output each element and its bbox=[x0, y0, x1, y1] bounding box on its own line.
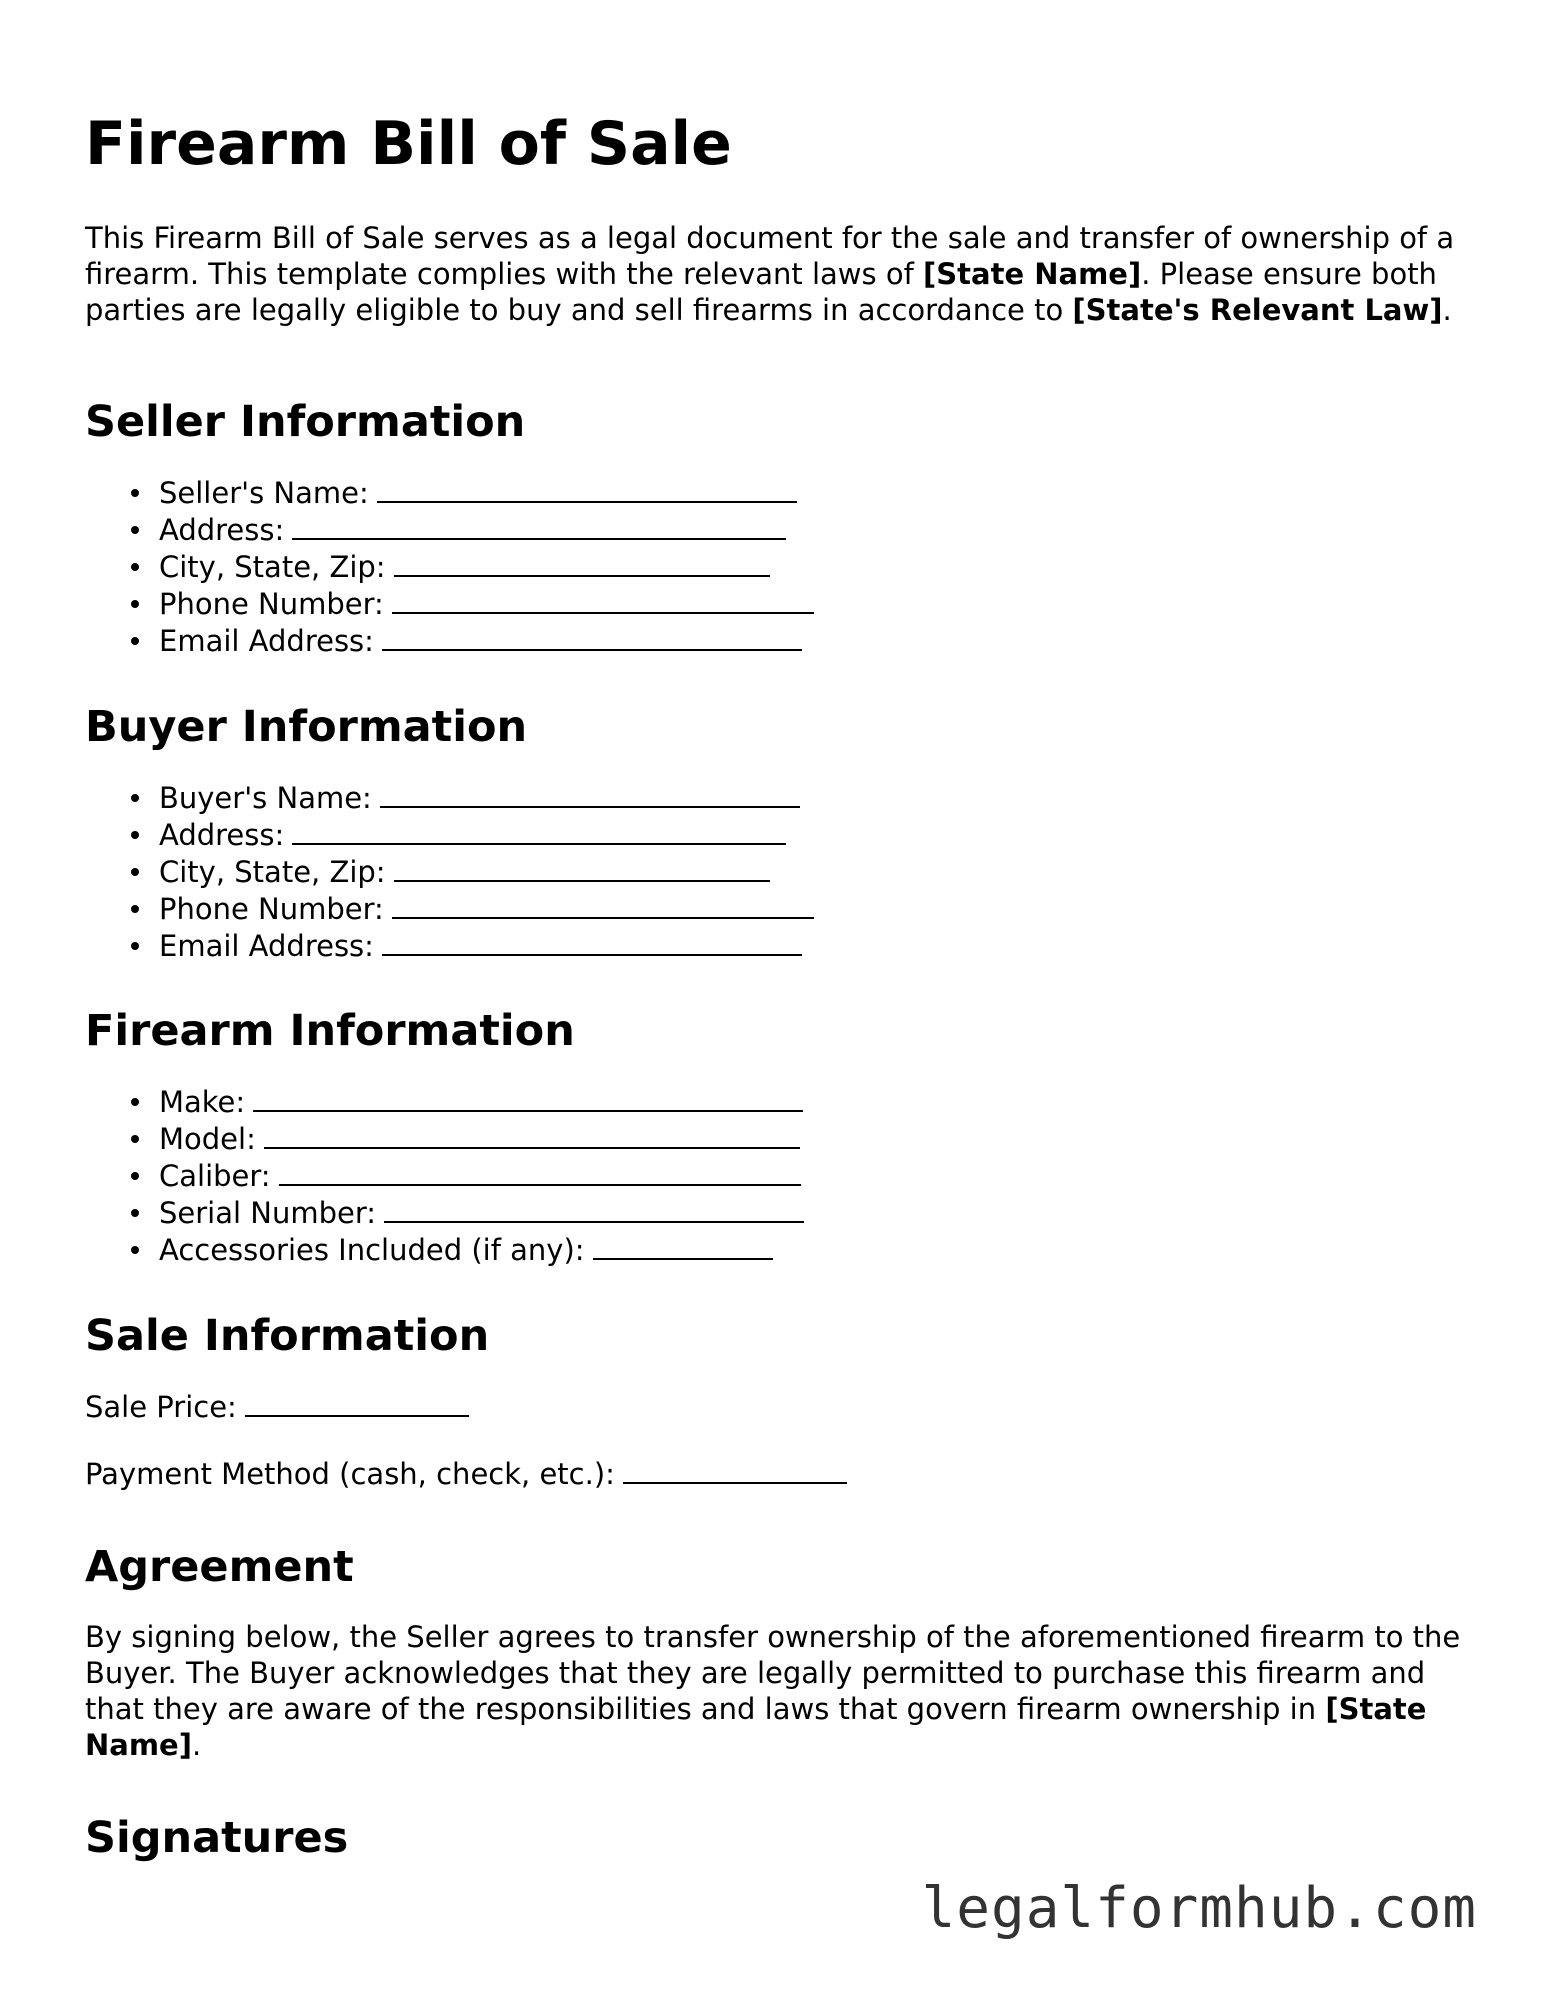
seller-city-blank[interactable] bbox=[394, 548, 770, 577]
firearm-make-field bbox=[159, 1083, 1465, 1120]
firearm-serial-field bbox=[159, 1194, 1465, 1231]
buyer-name-blank[interactable] bbox=[380, 779, 800, 808]
intro-state-name: [State Name] bbox=[923, 257, 1142, 291]
agreement-end: . bbox=[191, 1728, 202, 1762]
signatures-heading: Signatures bbox=[85, 1813, 349, 1863]
firearm-accessories-label: Accessories Included (if any): bbox=[159, 1233, 585, 1267]
buyer-address-label: Address: bbox=[159, 818, 285, 852]
seller-section bbox=[85, 396, 1465, 659]
buyer-city-field bbox=[159, 853, 1465, 890]
agreement-text: By signing below, the Seller agrees to transfer ownership of the aforementioned firearm to the Buyer. The Buyer acknowledges that they are legally permitted to purchase this firearm and that they are aware of the responsibilities and laws that govern firearm ownership in bbox=[85, 1620, 1461, 1726]
firearm-serial-label: Serial Number: bbox=[159, 1196, 377, 1230]
seller-city-field bbox=[159, 548, 1465, 585]
seller-city-label: City, State, Zip: bbox=[159, 550, 386, 584]
firearm-caliber-blank[interactable] bbox=[279, 1157, 801, 1186]
agreement-section bbox=[85, 1541, 1465, 1763]
firearm-model-blank[interactable] bbox=[264, 1120, 800, 1149]
seller-name-field bbox=[159, 474, 1465, 511]
payment-method-line bbox=[85, 1455, 1465, 1492]
buyer-address-blank[interactable] bbox=[292, 816, 786, 845]
seller-heading: Seller Information bbox=[85, 397, 526, 447]
signatures-section bbox=[85, 1812, 1465, 1864]
firearm-model-label: Model: bbox=[159, 1122, 256, 1156]
seller-email-blank[interactable] bbox=[382, 622, 802, 651]
watermark-text: legalformhub.com bbox=[921, 1876, 1477, 1941]
agreement-paragraph bbox=[85, 1619, 1465, 1763]
firearm-caliber-field bbox=[159, 1157, 1465, 1194]
seller-fields-list bbox=[85, 474, 1465, 659]
buyer-email-label: Email Address: bbox=[159, 929, 374, 963]
intro-text-3: . bbox=[1442, 293, 1452, 327]
document-title: Firearm Bill of Sale bbox=[85, 109, 732, 179]
firearm-heading: Firearm Information bbox=[85, 1006, 575, 1056]
intro-text-1: This Firearm Bill of Sale serves as a legal document for the sale and transfer of ownership of a firearm. This template complies with the relevant laws of bbox=[85, 221, 1455, 291]
buyer-phone-blank[interactable] bbox=[392, 890, 814, 919]
buyer-email-blank[interactable] bbox=[382, 927, 802, 956]
seller-name-label: Seller's Name: bbox=[159, 476, 369, 510]
firearm-accessories-field bbox=[159, 1231, 1465, 1268]
intro-state-law: [State's Relevant Law] bbox=[1072, 293, 1443, 327]
agreement-heading: Agreement bbox=[85, 1542, 354, 1592]
buyer-name-label: Buyer's Name: bbox=[159, 781, 372, 815]
seller-email-field bbox=[159, 622, 1465, 659]
firearm-fields-list bbox=[85, 1083, 1465, 1268]
intro-paragraph bbox=[85, 220, 1465, 328]
firearm-make-label: Make: bbox=[159, 1085, 246, 1119]
buyer-city-label: City, State, Zip: bbox=[159, 855, 386, 889]
firearm-make-blank[interactable] bbox=[253, 1083, 803, 1112]
firearm-section bbox=[85, 1005, 1465, 1268]
sale-price-line bbox=[85, 1388, 1465, 1425]
buyer-phone-field bbox=[159, 890, 1465, 927]
sale-price-label: Sale Price: bbox=[85, 1390, 237, 1424]
seller-address-field bbox=[159, 511, 1465, 548]
sale-section bbox=[85, 1310, 1465, 1492]
seller-name-blank[interactable] bbox=[377, 474, 797, 503]
buyer-city-blank[interactable] bbox=[394, 853, 770, 882]
seller-address-label: Address: bbox=[159, 513, 285, 547]
payment-method-blank[interactable] bbox=[623, 1455, 847, 1484]
buyer-section bbox=[85, 701, 1465, 964]
seller-phone-label: Phone Number: bbox=[159, 587, 384, 621]
buyer-address-field bbox=[159, 816, 1465, 853]
firearm-serial-blank[interactable] bbox=[384, 1194, 804, 1223]
firearm-model-field bbox=[159, 1120, 1465, 1157]
sale-price-blank[interactable] bbox=[245, 1388, 469, 1417]
buyer-fields-list bbox=[85, 779, 1465, 964]
buyer-email-field bbox=[159, 927, 1465, 964]
seller-address-blank[interactable] bbox=[292, 511, 786, 540]
firearm-accessories-blank[interactable] bbox=[593, 1231, 773, 1260]
buyer-heading: Buyer Information bbox=[85, 702, 528, 752]
seller-email-label: Email Address: bbox=[159, 624, 374, 658]
payment-method-label: Payment Method (cash, check, etc.): bbox=[85, 1457, 615, 1491]
buyer-phone-label: Phone Number: bbox=[159, 892, 384, 926]
buyer-name-field bbox=[159, 779, 1465, 816]
seller-phone-blank[interactable] bbox=[392, 585, 814, 614]
firearm-caliber-label: Caliber: bbox=[159, 1159, 271, 1193]
sale-heading: Sale Information bbox=[85, 1311, 490, 1361]
intro-text-2: . Please ensure both parties are legally eligible to buy and sell firearms in accordance to bbox=[85, 257, 1437, 327]
agreement-state-name: [State Name] bbox=[85, 1692, 1427, 1762]
seller-phone-field bbox=[159, 585, 1465, 622]
